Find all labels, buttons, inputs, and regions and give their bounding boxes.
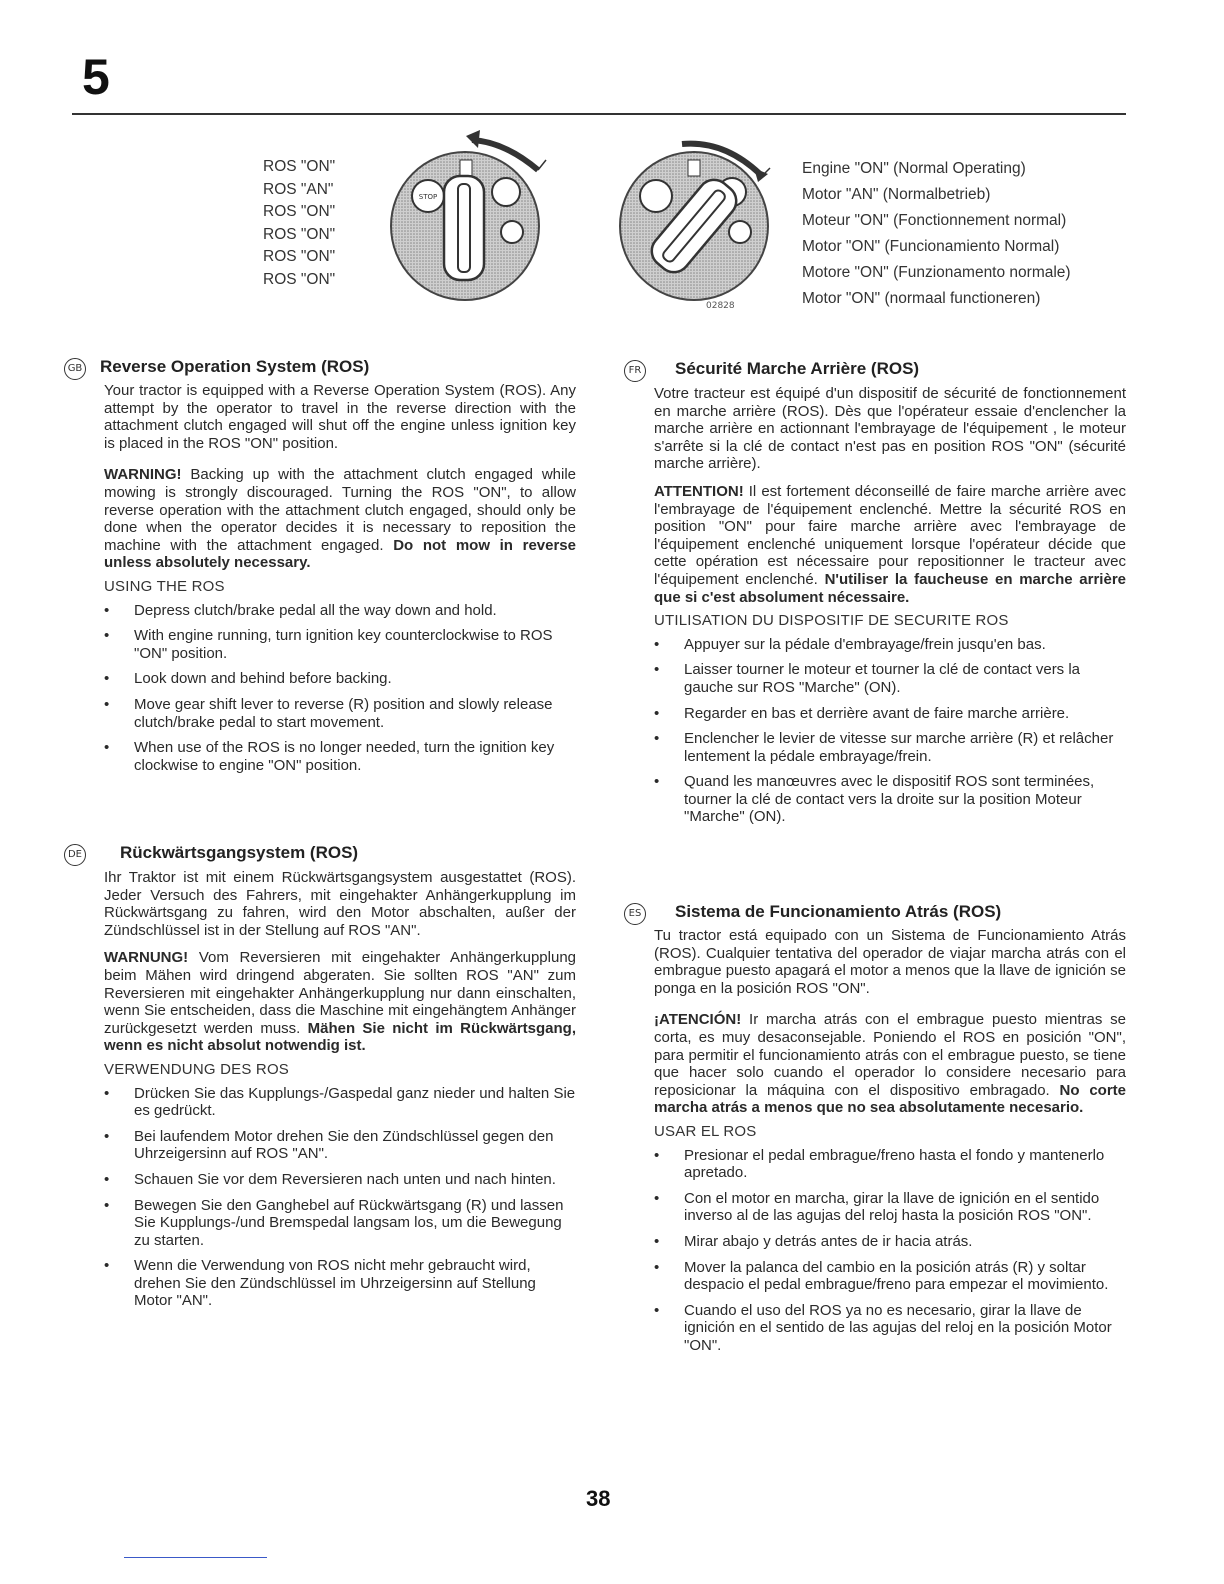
ignition-dial-normal-illustration (612, 128, 802, 316)
section-body-fr (654, 385, 1126, 834)
list-item: • Look down and behind before backing. (104, 670, 392, 688)
warning-emphasis-gb: Do not mow in reverse unless absolutely necessary. (104, 536, 576, 572)
warning-text-fr: Il est fortement déconseillé de faire marche arrière avec l'embrayage de l'équipement enclenché. Mettre la sécurité ROS en position "ON" pour faire marche arrière avec l'embrayage de l'équipement enclenché uniquement lorsque l'opérateur décide que cette opération est nécessaire pour repositionner le tracteur avec l'équipement enclenché. (654, 482, 1126, 588)
language-badge-de: DE (64, 844, 86, 866)
warning-paragraph-fr (654, 483, 1126, 606)
engine-label: Engine "ON" (Normal Operating) (802, 160, 1026, 177)
section-body-de (104, 869, 576, 1318)
ros-label: ROS "ON" (263, 203, 336, 221)
list-item: • Bei laufendem Motor drehen Sie den Zündschlüssel gegen den Uhrzeigersinn auf ROS "AN". (104, 1127, 554, 1163)
list-item: • Enclencher le levier de vitesse sur marche arrière (R) et relâcher lentement la pédale embrayage/frein. (654, 730, 1114, 765)
engine-label: Motore "ON" (Funzionamento normale) (802, 264, 1071, 281)
section-title-gb: Reverse Operation System (ROS) (100, 357, 370, 376)
ros-label: ROS "AN" (263, 180, 334, 198)
list-item: • With engine running, turn ignition key counterclockwise to ROS "ON" position. (104, 627, 553, 662)
intro-paragraph-gb: Your tractor is equipped with a Reverse Operation System (ROS). Any attempt by the operator to travel in the reverse direction with the attachment clutch engaged will shut off the engine unless ignition key is placed in the ROS "ON" position. (104, 382, 576, 452)
language-badge-fr: FR (624, 360, 646, 382)
list-item: • Depress clutch/brake pedal all the way down and hold. (104, 601, 497, 619)
ros-labels-left (263, 156, 335, 292)
list-item: • Con el motor en marcha, girar la llave de ignición en el sentido inverso al de las agujas del reloj hasta la posición ROS "ON". (654, 1189, 1100, 1225)
list-item: • Drücken Sie das Kupplungs-/Gaspedal ganz nieder und halten Sie es gedrückt. (104, 1084, 576, 1120)
list-item: • Cuando el uso del ROS ya no es necesario, girar la llave de ignición en el sentido de las agujas del reloj en la posición Motor "ON". (654, 1301, 1112, 1354)
list-item: • Mover la palanca del cambio en la posición atrás (R) y soltar despacio el pedal embrague/freno para empezar el movimiento. (654, 1258, 1109, 1294)
warning-text-de: Vom Reversieren mit eingehakter Anhängerkupplung beim Mähen wird dringend abgeraten. Sie sollten ROS "AN" zum Reversieren mit eingehakter Anhängerkupplung nur dann einschalten, wenn Sie entscheiden, dass die Maschine mit eingehängtem Anhänger zurückgesetzt werden muss. (104, 949, 576, 1037)
warning-emphasis-de: Mähen Sie nicht im Rückwärtsgang, wenn es nicht absolut notwendig ist. (104, 1019, 577, 1055)
section-title-es: Sistema de Funcionamiento Atrás (ROS) (675, 902, 1002, 921)
section-title-fr: Sécurité Marche Arrière (ROS) (675, 359, 920, 378)
warning-text-gb: Backing up with the attachment clutch engaged while mowing is strongly discouraged. Turning the ROS "ON", to allow reverse operation with the attachment clutch engaged, should only be done when the operator decides it is necessary to reposition the machine with the attachment engaged. (104, 466, 576, 554)
engine-label: Motor "ON" (Funcionamiento Normal) (802, 238, 1060, 255)
section-heading-es (624, 902, 1104, 926)
intro-paragraph-es: Tu tractor está equipado con un Sistema de Funcionamiento Atrás (ROS). Cualquier tentativa del operador de viajar marcha atrás con el embrague puesto apagará el motor a menos que la llave de ignición se ponga en la posición ROS "ON". (654, 927, 1126, 997)
ros-label: ROS "ON" (263, 225, 336, 243)
ros-label: ROS "ON" (263, 158, 336, 175)
stop-label: STOP (418, 193, 438, 201)
ros-label: ROS "ON" (263, 248, 336, 266)
warning-emphasis-fr: N'utiliser la faucheuse en marche arrière que si c'est absolument nécessaire. (654, 570, 1127, 606)
list-item: • Quand les manœuvres avec le dispositif ROS sont terminées, tourner la clé de contact vers la droite sur la position Moteur "Marche" (ON). (654, 773, 1095, 826)
warning-paragraph-es (654, 1011, 1126, 1117)
warning-emphasis-es: No corte marcha atrás a menos que no sea absolutamente necesario. (654, 1081, 1126, 1117)
engine-label: Moteur "ON" (Fonctionnement normal) (802, 212, 1067, 229)
intro-paragraph-de: Ihr Traktor ist mit einem Rückwärtsgangsystem ausgestattet (ROS). Jeder Versuch des Fahrers, mit eingehakter Anhängerkupplung im Rückwärtsgang zu fahren, wird den Motor abschalten, außer der Zündschlüssel ist in der Stellung auf ROS "AN". (104, 869, 576, 939)
language-badge-gb: GB (64, 358, 86, 380)
warning-label-fr: ATTENTION! (654, 482, 744, 500)
warning-paragraph-de (104, 949, 576, 1055)
warning-label-es: ¡ATENCIÓN! (654, 1011, 742, 1029)
language-badge-es: ES (624, 903, 646, 925)
list-item: • Presionar el pedal embrague/freno hasta el fondo y mantenerlo apretado. (654, 1146, 1105, 1182)
figure-code: 02828 (706, 301, 735, 311)
footer-line (124, 1557, 267, 1558)
using-heading-fr: UTILISATION DU DISPOSITIF DE SECURITE ROS (654, 612, 1009, 630)
list-item: • Laisser tourner le moteur et tourner la clé de contact vers la gauche sur ROS "Marche" (ON). (654, 661, 1081, 696)
list-item: • Mirar abajo y detrás antes de ir hacia atrás. (654, 1232, 973, 1250)
engine-label: Motor "ON" (normaal functioneren) (802, 290, 1041, 307)
ros-label: ROS "ON" (263, 270, 336, 288)
warning-label-gb: WARNING! (104, 466, 182, 484)
steps-list-es (654, 1147, 1126, 1355)
engine-labels-right (802, 156, 1071, 312)
intro-paragraph-fr: Votre tracteur est équipé d'un dispositif de sécurité de fonctionnement en marche arrière (ROS). Dès que l'opérateur essaie d'enclencher la marche arrière en actionnant l'embrayage de l'équipement , le moteur s'arrête si la clé de contact n'est pas en position ROS "ON" (sécurité marche arrière). (654, 385, 1126, 473)
list-item: • When use of the ROS is no longer needed, turn the ignition key clockwise to engine "ON" position. (104, 739, 555, 774)
steps-list-gb (104, 602, 576, 775)
section-body-es (654, 927, 1126, 1362)
section-body-gb (104, 382, 576, 782)
engine-label: Motor "AN" (Normalbetrieb) (802, 186, 991, 203)
list-item: • Appuyer sur la pédale d'embrayage/frein jusqu'en bas. (654, 635, 1046, 653)
ignition-dial-ros-illustration (380, 128, 570, 308)
warning-label-de: WARNUNG! (104, 949, 189, 967)
section-heading-de (64, 843, 544, 867)
warning-paragraph-gb (104, 466, 576, 572)
steps-list-fr (654, 636, 1126, 826)
chapter-number: 5 (82, 49, 110, 105)
page-number: 38 (586, 1486, 611, 1511)
section-title-de: Rückwärtsgangsystem (ROS) (120, 843, 359, 862)
header-rule (72, 113, 1126, 115)
list-item: • Regarder en bas et derrière avant de faire marche arrière. (654, 704, 1070, 722)
list-item: • Wenn die Verwendung von ROS nicht mehr gebraucht wird, drehen Sie den Zündschlüssel im Uhrzeigersinn auf Stellung Motor "AN". (104, 1257, 536, 1310)
section-heading-fr (624, 359, 1104, 383)
list-item: • Bewegen Sie den Ganghebel auf Rückwärtsgang (R) und lassen Sie Kupplungs-/und Bremspedal langsam los, um die Bewegung zu starten. (104, 1196, 564, 1249)
list-item: • Move gear shift lever to reverse (R) position and slowly release clutch/brake pedal to start movement. (104, 695, 553, 731)
list-item: • Schauen Sie vor dem Reversieren nach unten und nach hinten. (104, 1170, 556, 1188)
using-heading-de: VERWENDUNG DES ROS (104, 1060, 290, 1078)
steps-list-de (104, 1085, 576, 1311)
using-heading-es: USAR EL ROS (654, 1122, 757, 1140)
warning-text-es: Ir marcha atrás con el embrague puesto mientras se corta, es muy desaconsejable. Poniendo el ROS en posición "ON", para permitir el funcionamiento atrás con el embrague puesto, se tiene que hacer solo cuando el operador lo considere necesario para reposicionar la máquina con el dispositivo embragado. (654, 1011, 1126, 1099)
using-heading-gb: USING THE ROS (104, 577, 225, 595)
section-heading-gb (64, 357, 544, 381)
